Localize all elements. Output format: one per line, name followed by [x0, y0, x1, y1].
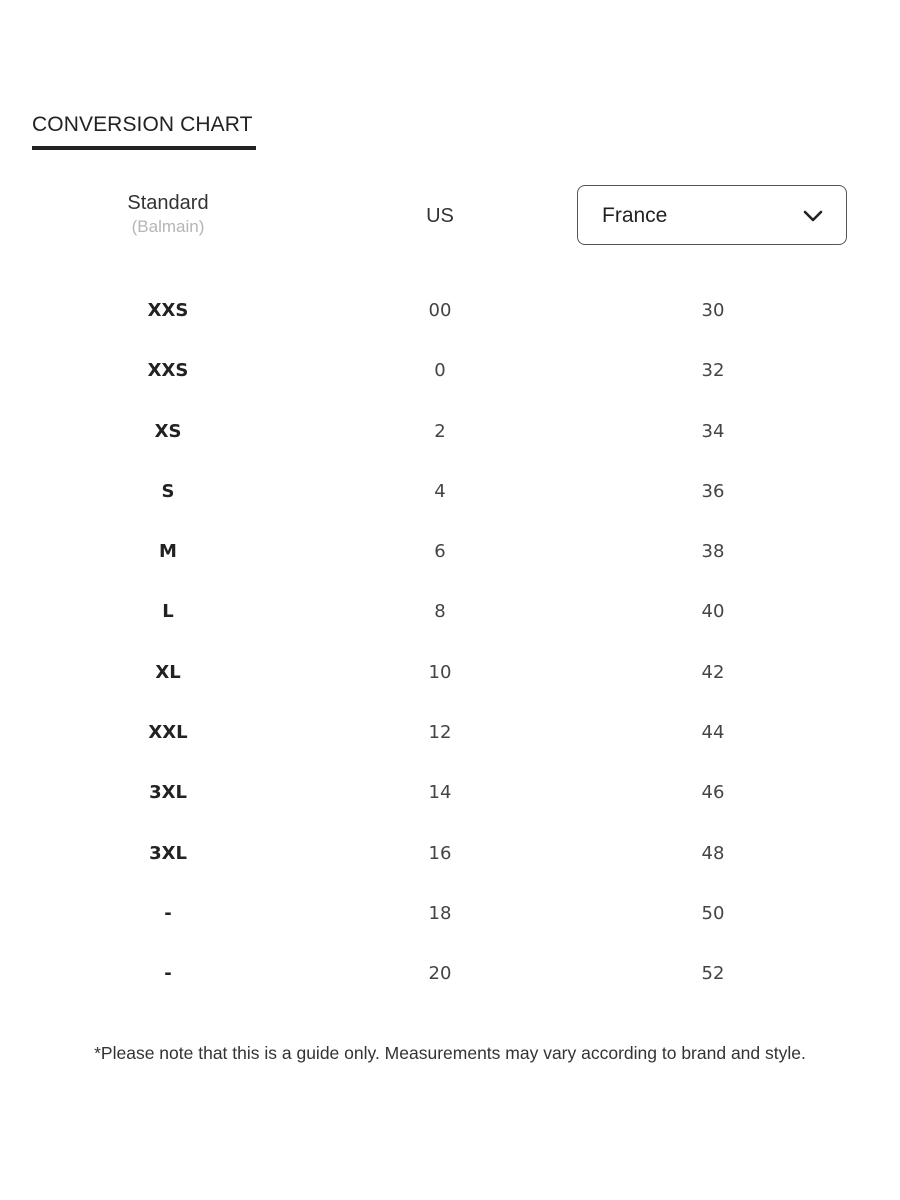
us-size-cell: 00 [428, 300, 452, 321]
france-size-cell: 40 [701, 601, 725, 623]
standard-size-cell: XXL [148, 722, 188, 744]
table-row [0, 642, 900, 702]
us-size-cell: 14 [428, 782, 452, 804]
us-size-cell: 10 [428, 661, 452, 683]
us-size-cell: 12 [428, 722, 452, 744]
france-size-cell: 30 [701, 300, 725, 321]
brand-header-label: (Balmain) [131, 217, 205, 236]
standard-size-cell: XXS [147, 300, 189, 321]
france-size-cell: 46 [701, 782, 725, 804]
standard-size-cell: 3XL [149, 782, 187, 804]
standard-size-cell: - [164, 902, 172, 924]
conversion-chart-tab-label: CONVERSION CHART [32, 113, 253, 136]
us-size-cell: 6 [434, 541, 446, 563]
standard-size-cell: L [162, 601, 174, 623]
france-size-cell: 48 [701, 842, 725, 864]
france-size-cell: 36 [701, 480, 725, 502]
france-size-cell: 52 [701, 963, 725, 985]
france-size-cell: 50 [701, 902, 725, 924]
standard-size-cell: XL [155, 661, 181, 683]
table-row [0, 581, 900, 641]
us-size-cell: 16 [428, 842, 452, 864]
standard-size-cell: - [164, 963, 172, 985]
standard-header-label: Standard [127, 192, 209, 214]
france-size-cell: 34 [701, 420, 725, 442]
us-size-cell: 0 [434, 360, 446, 382]
us-size-cell: 18 [428, 902, 452, 924]
standard-column-header [68, 190, 268, 238]
table-row [0, 521, 900, 581]
france-size-cell: 42 [701, 661, 725, 683]
us-size-cell: 4 [434, 480, 446, 502]
table-row [0, 461, 900, 521]
chevron-down-icon [802, 207, 824, 225]
france-size-cell: 44 [701, 722, 725, 744]
active-tab-underline [32, 146, 256, 150]
standard-size-cell: XXS [147, 360, 189, 382]
table-row [0, 883, 900, 943]
standard-size-cell: S [161, 480, 175, 502]
table-row [0, 340, 900, 400]
table-row [0, 943, 900, 1003]
standard-size-cell: M [159, 541, 177, 563]
disclaimer-note: *Please note that this is a guide only. Measurements may vary according to brand and style. [94, 1043, 806, 1063]
standard-size-cell: 3XL [149, 842, 187, 864]
conversion-chart-tab[interactable] [32, 112, 256, 150]
us-size-cell: 2 [434, 420, 446, 442]
size-table [0, 280, 900, 1004]
us-size-cell: 8 [434, 601, 446, 623]
country-select-value: France [602, 204, 668, 227]
table-row [0, 401, 900, 461]
standard-size-cell: XS [154, 420, 182, 442]
table-row [0, 280, 900, 340]
table-row [0, 702, 900, 762]
france-size-cell: 38 [701, 541, 725, 563]
us-column-header: US [426, 205, 454, 227]
country-select[interactable] [577, 185, 847, 245]
us-size-cell: 20 [428, 963, 452, 985]
france-size-cell: 32 [701, 360, 725, 382]
table-row [0, 823, 900, 883]
table-row [0, 762, 900, 822]
